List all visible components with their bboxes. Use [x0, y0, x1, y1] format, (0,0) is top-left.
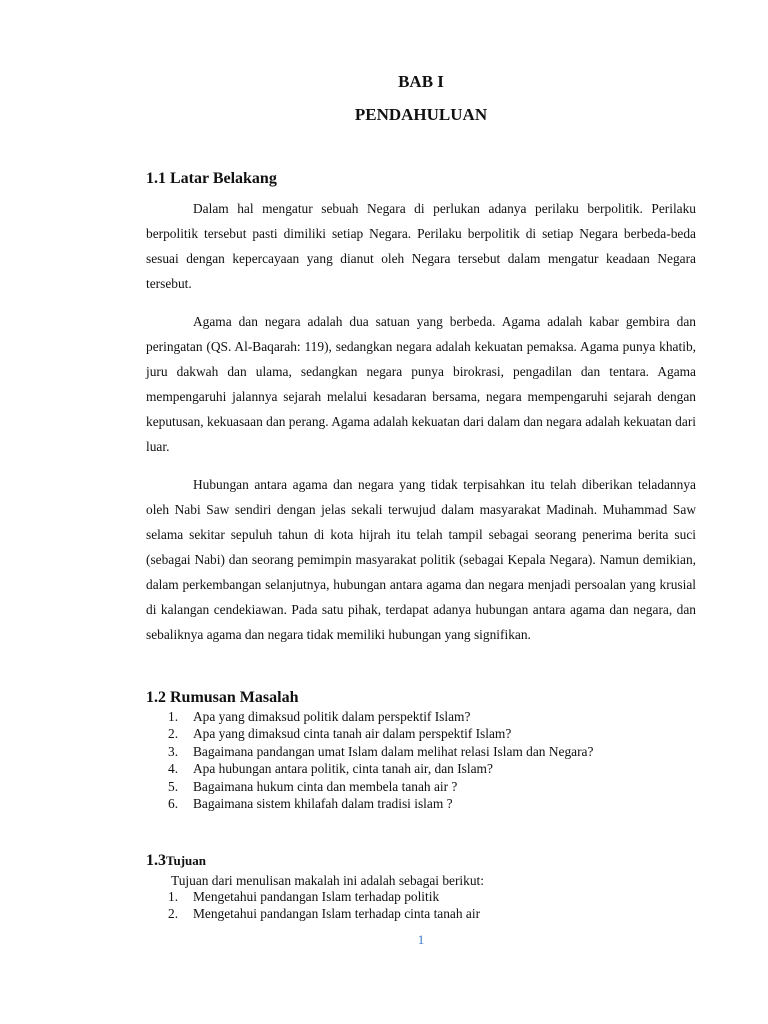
tujuan-intro-text: Tujuan dari menulisan makalah ini adalah sebagai berikut: — [171, 873, 484, 888]
list-item-text: Bagaimana hukum cinta dan membela tanah air ? — [193, 778, 458, 794]
page-number: 1 — [417, 932, 425, 947]
list-item-number: 3. — [168, 743, 179, 759]
chapter-number: BAB I — [398, 72, 444, 91]
section-heading-latar-belakang: 1.1 Latar Belakang — [146, 170, 277, 187]
list-item-text: Apa yang dimaksud politik dalam perspektif Islam? — [193, 709, 471, 724]
list-item-text: Apa hubungan antara politik, cinta tanah air, dan Islam? — [193, 761, 493, 777]
list-item-text: Mengetahui pandangan Islam terhadap politik — [193, 889, 440, 904]
list-item — [168, 743, 593, 760]
list-item-number: 4. — [168, 761, 179, 777]
section-heading-tujuan — [146, 852, 206, 870]
tujuan-list — [168, 888, 480, 923]
list-item-text: Mengetahui pandangan Islam terhadap cinta tanah air — [193, 906, 481, 922]
paragraph: Hubungan antara agama dan negara yang tidak terpisahkan itu telah diberikan teladannya oleh Nabi Saw sendiri dengan jelas sekali terwujud dalam masyarakat Madinah. Muhammad Saw selama sekitar sepuluh tahun di kota hijrah itu telah tampil sebagai seorang penerima berita suci (sebagai Nabi) dan seorang pemimpin masyarakat politik (sebagai Kepala Negara). Namun demikian, dalam perkembangan selanjutnya, hubungan antara agama dan negara menjadi persoalan yang krusial di kalangan cendekiawan. Pada satu pihak, terdapat adanya hubungan antara agama dan negara, dan sebaliknya agama dan negara tidak memiliki hubungan yang signifikan. — [146, 477, 696, 642]
list-item-number: 1. — [168, 889, 179, 904]
list-item — [168, 905, 480, 922]
chapter-title: PENDAHULUAN — [354, 105, 488, 124]
list-item-number: 2. — [168, 906, 179, 922]
list-item — [168, 778, 593, 795]
rumusan-masalah-list — [168, 708, 593, 812]
list-item — [168, 708, 593, 725]
paragraph: Agama dan negara adalah dua satuan yang berbeda. Agama adalah kabar gembira dan peringatan (QS. Al-Baqarah: 119), sedangkan negara adalah kekuatan pemaksa. Agama punya khatib, juru dakwah dan ulama, sedangkan negara punya birokrasi, pengadilan dan tentara. Agama mempengaruhi jalannya sejarah melalui kesadaran bersama, negara mempengaruhi sejarah dengan keputusan, kekuasaan dan perang. Agama adalah kekuatan dari dalam dan negara adalah kekuatan dari luar. — [146, 314, 696, 454]
list-item — [168, 795, 593, 812]
list-item-number: 6. — [168, 796, 179, 812]
section-number: 1.3 — [146, 852, 166, 869]
list-item-text: Bagaimana pandangan umat Islam dalam melihat relasi Islam dan Negara? — [193, 743, 594, 759]
list-item-text: Apa yang dimaksud cinta tanah air dalam perspektif Islam? — [193, 726, 512, 742]
section-title: Tujuan — [166, 853, 206, 868]
list-item-number: 1. — [168, 709, 179, 724]
paragraph: Dalam hal mengatur sebuah Negara di perlukan adanya perilaku berpolitik. Perilaku berpolitik tersebut pasti dimiliki setiap Negara. Perilaku berpolitik di setiap Negara berbeda-beda sesuai dengan kepercayaan yang dianut oleh Negara tersebut dalam mengatur keadaan Negara tersebut. — [146, 201, 696, 291]
list-item — [168, 725, 593, 742]
list-item — [168, 760, 593, 777]
list-item-number: 2. — [168, 726, 179, 742]
section-heading-rumusan-masalah: 1.2 Rumusan Masalah — [146, 689, 299, 706]
list-item-number: 5. — [168, 778, 179, 794]
list-item-text: Bagaimana sistem khilafah dalam tradisi islam ? — [193, 796, 453, 812]
list-item — [168, 888, 480, 905]
